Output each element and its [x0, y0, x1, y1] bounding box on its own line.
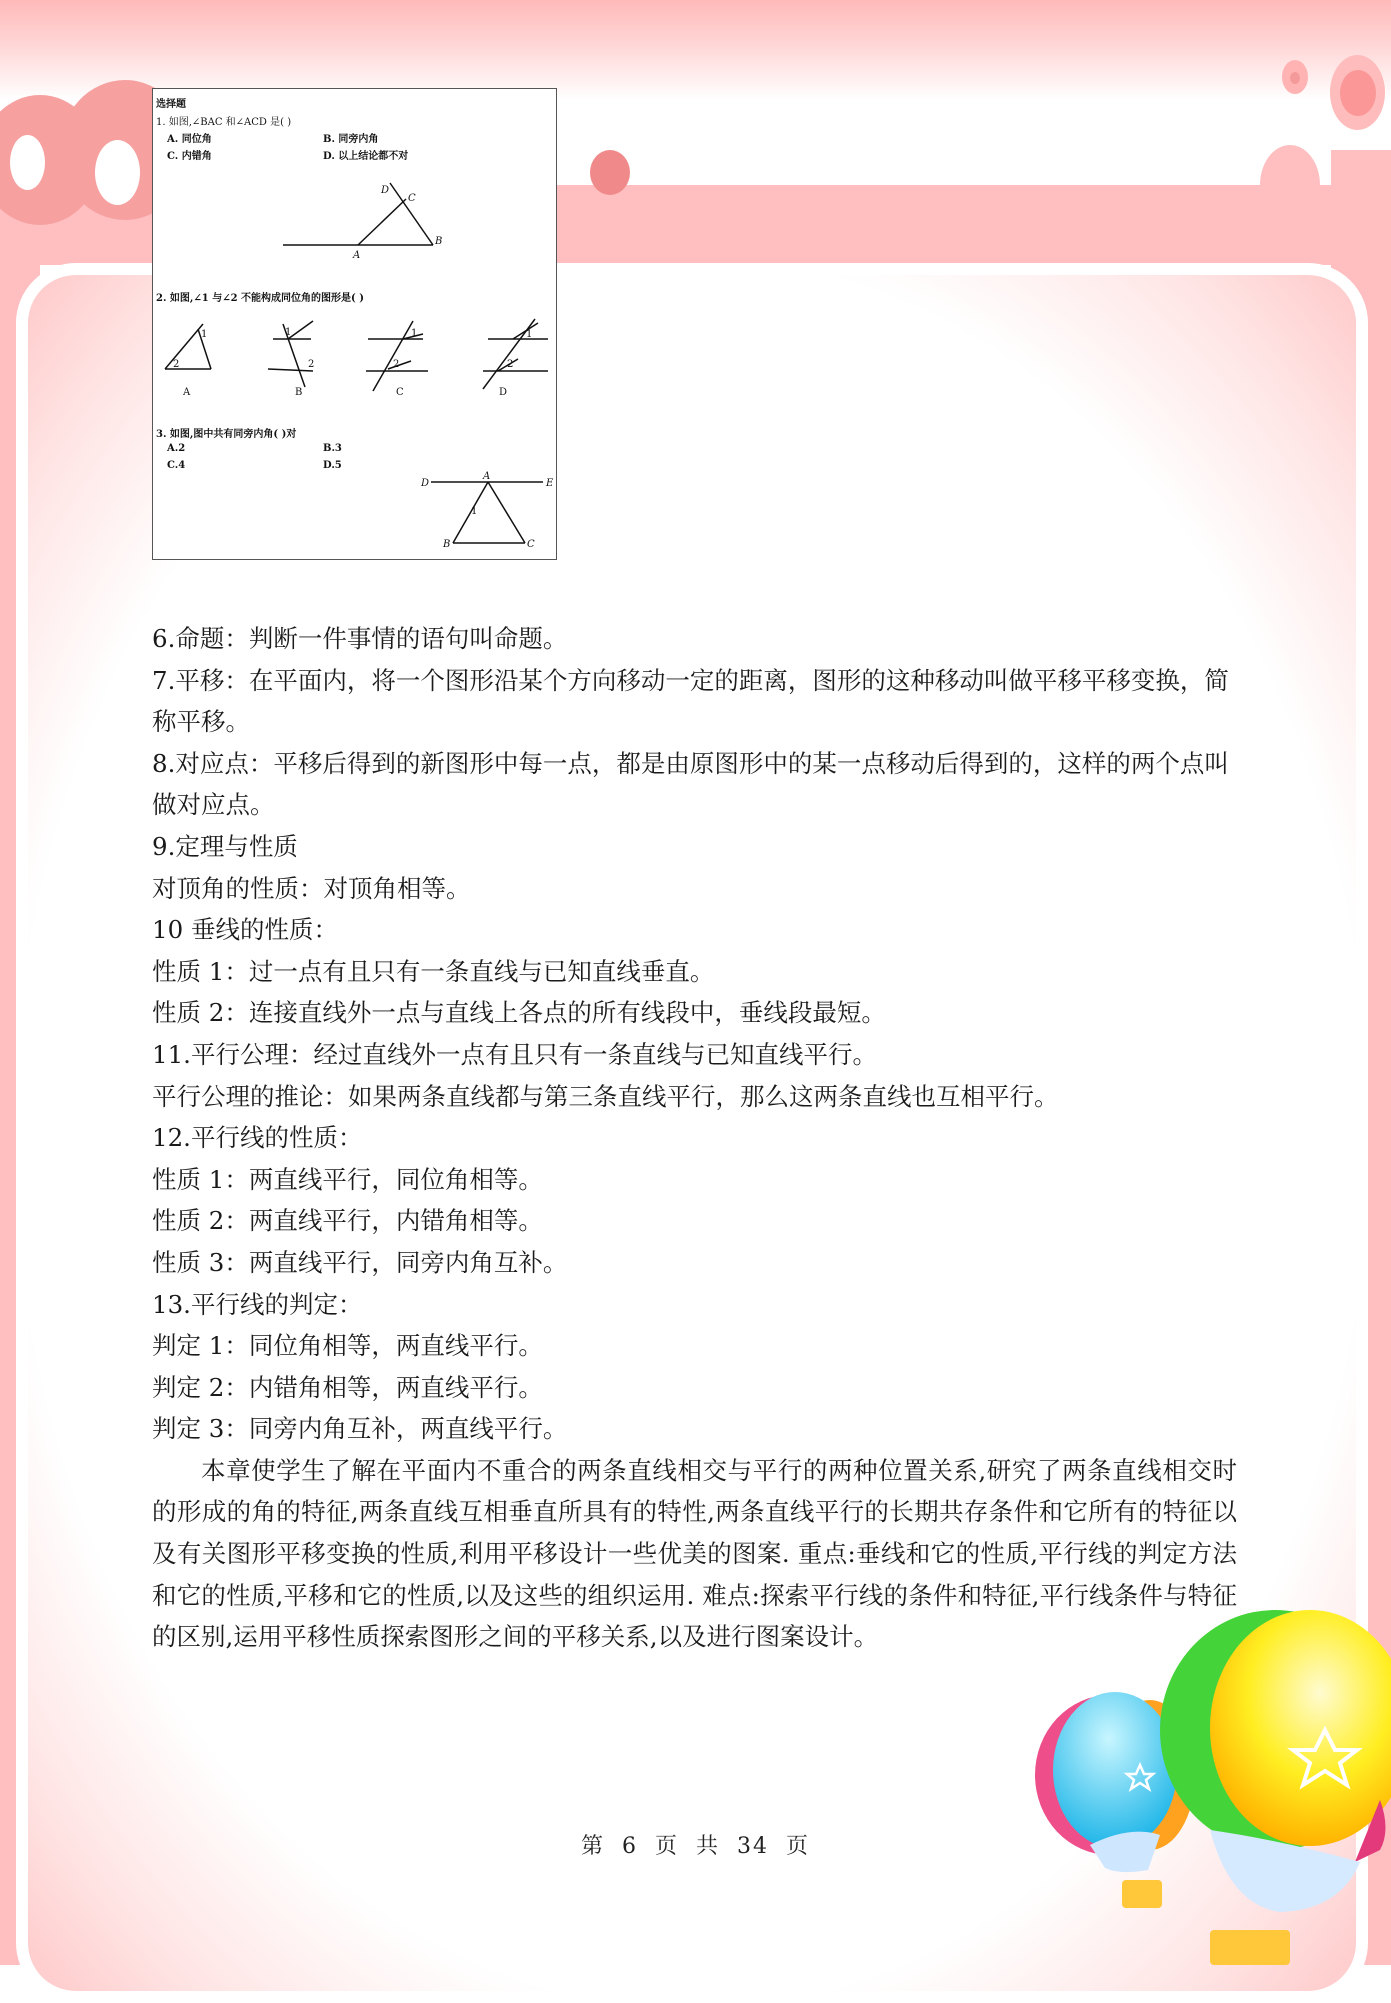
svg-text:2: 2 — [507, 359, 514, 370]
svg-text:D: D — [421, 478, 430, 489]
heading-perpendicular: 10 垂线的性质： — [152, 915, 338, 945]
svg-text:B: B — [435, 236, 443, 247]
svg-text:2: 2 — [393, 359, 400, 370]
svg-text:A: A — [353, 250, 361, 261]
question-1-option-b: B. 同旁内角 — [323, 134, 379, 145]
paragraph-parallel-criterion-3: 判定 3：同旁内角互补，两直线平行。 — [152, 1414, 568, 1444]
question-3-option-d: D.5 — [323, 460, 342, 471]
question-2-text: 2. 如图,∠1 与∠2 不能构成同位角的图形是( ) — [156, 293, 364, 304]
svg-text:D: D — [499, 387, 508, 398]
svg-text:B: B — [295, 387, 303, 398]
svg-text:D: D — [381, 185, 390, 196]
question-1-text: 1. 如图,∠BAC 和∠ACD 是( ) — [156, 117, 292, 128]
paragraph-parallel-property-1: 性质 1：两直线平行，同位角相等。 — [152, 1164, 543, 1194]
svg-text:A: A — [483, 471, 491, 482]
svg-text:2: 2 — [308, 359, 315, 370]
worksheet-image — [152, 88, 557, 560]
paragraph-perpendicular-2: 性质 2：连接直线外一点与直线上各点的所有线段中，垂线段最短。 — [152, 998, 886, 1028]
background-top-gradient — [0, 0, 1391, 100]
paragraph-perpendicular-1: 性质 1：过一点有且只有一条直线与已知直线垂直。 — [152, 956, 715, 986]
question-3-option-a: A.2 — [167, 443, 186, 454]
document-body — [152, 618, 1237, 1658]
question-3-text: 3. 如图,图中共有同旁内角( )对 — [156, 429, 297, 440]
svg-text:1: 1 — [526, 329, 533, 340]
svg-text:1: 1 — [471, 506, 478, 517]
paragraph-parallel-property-2: 性质 2：两直线平行，内错角相等。 — [152, 1206, 543, 1236]
paragraph-parallel-criterion-2: 判定 2：内错角相等，两直线平行。 — [152, 1372, 543, 1402]
paragraph-parallel-corollary: 平行公理的推论：如果两条直线都与第三条直线平行，那么这两条直线也互相平行。 — [152, 1081, 1059, 1111]
svg-text:1: 1 — [201, 329, 208, 340]
hot-air-balloons-icon — [1010, 1600, 1391, 1965]
heading-theorems: 9.定理与性质 — [152, 831, 298, 861]
question-3-option-c: C.4 — [167, 460, 186, 471]
svg-text:2: 2 — [173, 359, 180, 370]
question-3-option-b: B.3 — [323, 443, 342, 454]
svg-text:E: E — [546, 478, 554, 489]
question-1-option-c: C. 内错角 — [167, 151, 212, 162]
svg-text:1: 1 — [285, 327, 292, 338]
paragraph-vertical-angles: 对顶角的性质：对顶角相等。 — [152, 873, 471, 903]
question-1-option-d: D. 以上结论都不对 — [323, 151, 409, 162]
svg-text:1: 1 — [411, 328, 418, 339]
question-1-option-a: A. 同位角 — [167, 134, 212, 145]
paragraph-parallel-property-3: 性质 3：两直线平行，同旁内角互补。 — [152, 1247, 568, 1277]
paragraph-chapter-summary: 本章使学生了解在平面内不重合的两条直线相交与平行的两种位置关系,研究了两条直线相交时的形成的角的特征,两条直线互相垂直所具有的特性,两条直线平行的长期共存条件和它所有的特征以及有关图形平移变换的性质,利用平移设计一些优美的图案. 重点:垂线和它的性质,平行线的判定方法和它的性质,平移和它的性质,以及这些的组织运用. 难点:探索平行线的条件和特征,平行线条件与特征的区别,运用平移性质探索图形之间的平移关系,以及进行图案设计。 — [152, 1455, 1237, 1652]
paragraph-translation: 7.平移：在平面内，将一个图形沿某个方向移动一定的距离，图形的这种移动叫做平移平移变换，简称平移。 — [152, 665, 1229, 737]
worksheet-section-title: 选择题 — [156, 99, 186, 110]
paragraph-parallel-criterion-1: 判定 1：同位角相等，两直线平行。 — [152, 1331, 543, 1361]
heading-parallel-properties: 12.平行线的性质： — [152, 1123, 363, 1153]
paragraph-proposition: 6.命题：判断一件事情的语句叫命题。 — [152, 624, 568, 653]
paragraph-corresponding-points: 8.对应点：平移后得到的新图形中每一点，都是由原图形中的某一点移动后得到的，这样的两个点叫做对应点。 — [152, 748, 1229, 820]
svg-text:C: C — [396, 387, 404, 398]
paragraph-parallel-axiom: 11.平行公理：经过直线外一点有且只有一条直线与已知直线平行。 — [152, 1039, 877, 1069]
question-3-figure — [153, 89, 558, 561]
svg-text:C: C — [527, 539, 535, 550]
svg-text:A: A — [183, 387, 191, 398]
page-number: 第 6 页 共 34 页 — [581, 1834, 810, 1859]
svg-text:C: C — [408, 193, 416, 204]
svg-text:B: B — [443, 539, 451, 550]
heading-parallel-criteria: 13.平行线的判定： — [152, 1289, 363, 1319]
